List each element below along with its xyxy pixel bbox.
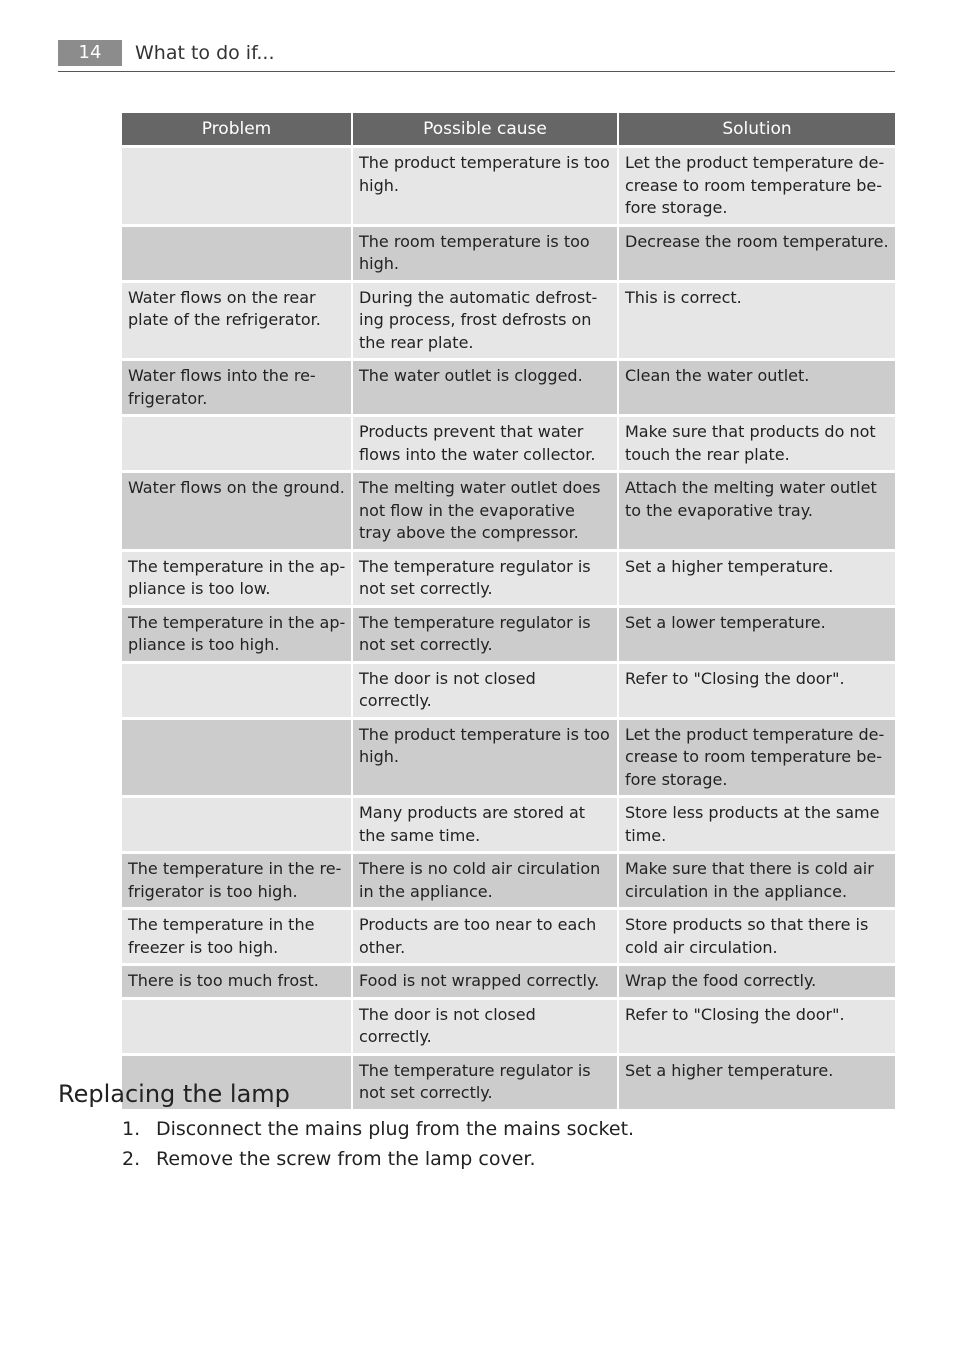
table-row <box>122 473 895 549</box>
lamp-section-title: Replacing the lamp <box>58 1080 290 1108</box>
solution-cell: Store less products at the same time. <box>619 798 895 851</box>
troubleshooting-table <box>120 110 897 1112</box>
problem-cell <box>122 417 351 470</box>
table-row <box>122 148 895 224</box>
cause-cell: There is no cold air circulation in the appliance. <box>353 854 617 907</box>
table-row <box>122 1000 895 1053</box>
problem-cell <box>122 664 351 717</box>
table-row <box>122 720 895 796</box>
problem-cell: The temperature in the re-frigerator is too high. <box>122 854 351 907</box>
table-header-row <box>122 113 895 145</box>
solution-cell: Store products so that there is cold air circulation. <box>619 910 895 963</box>
solution-cell: Set a higher temperature. <box>619 552 895 605</box>
table-row <box>122 361 895 414</box>
table-row <box>122 910 895 963</box>
cause-cell: Food is not wrapped correctly. <box>353 966 617 997</box>
cause-cell: During the automatic defrost-ing process, frost defrosts on the rear plate. <box>353 283 617 359</box>
cause-cell: The product temperature is too high. <box>353 720 617 796</box>
cause-cell: Products prevent that water flows into the water collector. <box>353 417 617 470</box>
solution-cell: This is correct. <box>619 283 895 359</box>
solution-cell: Let the product temperature de-crease to room temperature be-fore storage. <box>619 148 895 224</box>
solution-cell: Let the product temperature de-crease to room temperature be-fore storage. <box>619 720 895 796</box>
table-row <box>122 854 895 907</box>
step-text: Disconnect the mains plug from the mains socket. <box>156 1118 635 1140</box>
table-body <box>122 148 895 1109</box>
solution-cell: Refer to "Closing the door". <box>619 664 895 717</box>
table-row <box>122 552 895 605</box>
table-row <box>122 227 895 280</box>
cause-cell: The water outlet is clogged. <box>353 361 617 414</box>
cause-cell: The temperature regulator is not set correctly. <box>353 552 617 605</box>
cause-cell: The door is not closed correctly. <box>353 664 617 717</box>
problem-cell: The temperature in the ap-pliance is too high. <box>122 608 351 661</box>
column-header-problem: Problem <box>122 113 351 145</box>
lamp-steps-list <box>122 1116 634 1176</box>
solution-cell: Wrap the food correctly. <box>619 966 895 997</box>
step-number: 1. <box>122 1118 141 1140</box>
page-header <box>58 40 895 72</box>
solution-cell: Attach the melting water outlet to the evaporative tray. <box>619 473 895 549</box>
section-title: What to do if... <box>135 42 275 64</box>
table-row <box>122 608 895 661</box>
step-text: Remove the screw from the lamp cover. <box>156 1148 536 1170</box>
problem-cell: Water flows on the rear plate of the refrigerator. <box>122 283 351 359</box>
page-number: 14 <box>58 40 122 66</box>
solution-cell: Clean the water outlet. <box>619 361 895 414</box>
cause-cell: The room temperature is too high. <box>353 227 617 280</box>
problem-cell: The temperature in the freezer is too high. <box>122 910 351 963</box>
solution-cell: Set a lower temperature. <box>619 608 895 661</box>
table-row <box>122 283 895 359</box>
table-row <box>122 798 895 851</box>
cause-cell: The melting water outlet does not flow in the evaporative tray above the compressor. <box>353 473 617 549</box>
cause-cell: Many products are stored at the same time. <box>353 798 617 851</box>
solution-cell: Set a higher temperature. <box>619 1056 895 1109</box>
problem-cell: There is too much frost. <box>122 966 351 997</box>
table-row <box>122 417 895 470</box>
solution-cell: Make sure that there is cold air circulation in the appliance. <box>619 854 895 907</box>
cause-cell: The temperature regulator is not set correctly. <box>353 608 617 661</box>
step-number: 2. <box>122 1148 141 1170</box>
problem-cell <box>122 1000 351 1053</box>
problem-cell: Water flows into the re-frigerator. <box>122 361 351 414</box>
step-item <box>122 1116 634 1146</box>
solution-cell: Make sure that products do not touch the rear plate. <box>619 417 895 470</box>
cause-cell: The door is not closed correctly. <box>353 1000 617 1053</box>
table-row <box>122 664 895 717</box>
problem-cell: Water flows on the ground. <box>122 473 351 549</box>
problem-cell <box>122 798 351 851</box>
table-row <box>122 966 895 997</box>
cause-cell: Products are too near to each other. <box>353 910 617 963</box>
column-header-solution: Solution <box>619 113 895 145</box>
cause-cell: The temperature regulator is not set correctly. <box>353 1056 617 1109</box>
problem-cell <box>122 227 351 280</box>
step-item <box>122 1146 634 1176</box>
problem-cell <box>122 720 351 796</box>
solution-cell: Decrease the room temperature. <box>619 227 895 280</box>
column-header-cause: Possible cause <box>353 113 617 145</box>
cause-cell: The product temperature is too high. <box>353 148 617 224</box>
solution-cell: Refer to "Closing the door". <box>619 1000 895 1053</box>
problem-cell: The temperature in the ap-pliance is too low. <box>122 552 351 605</box>
problem-cell <box>122 148 351 224</box>
